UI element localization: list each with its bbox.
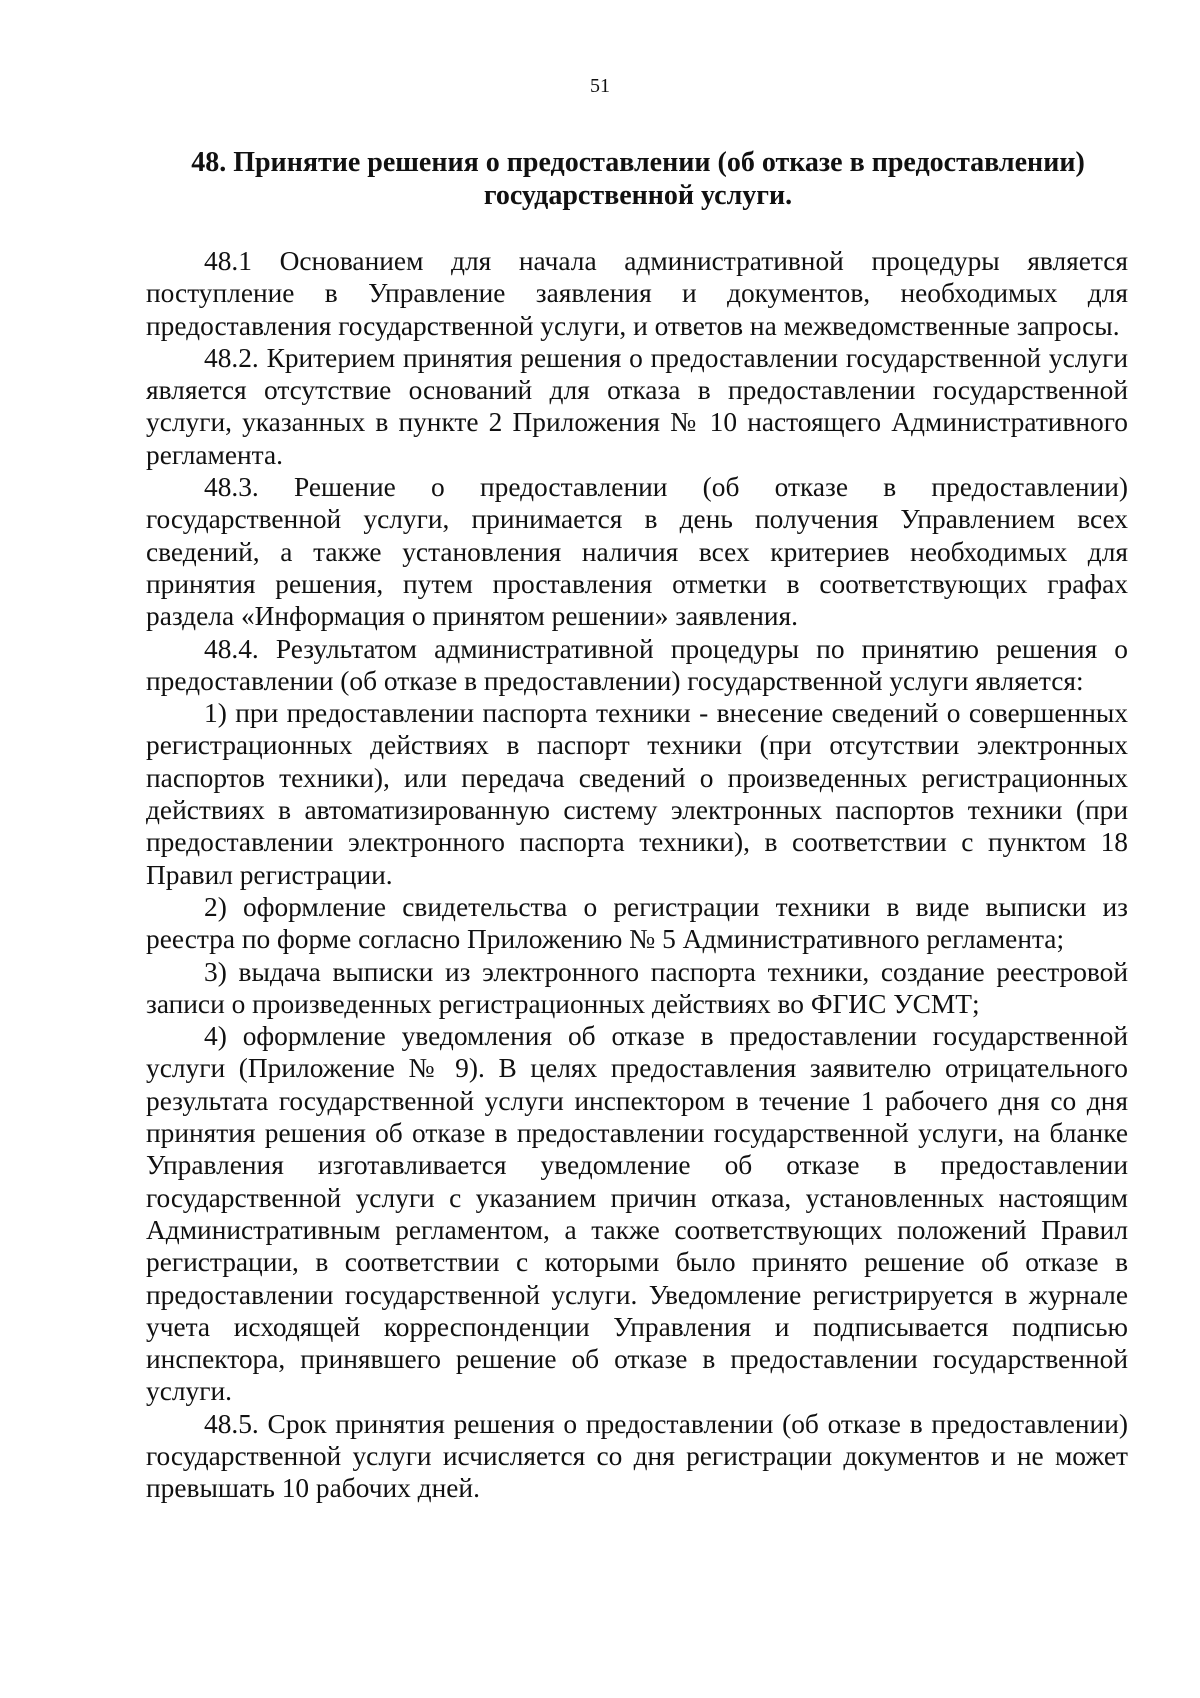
paragraph-48-1: 48.1 Основанием для начала административной процедуры является поступление в Управление заявления и документов, необходимых для предоставления государственной услуги, и ответов на межведомственные запросы. (146, 246, 1128, 341)
paragraph-48-5: 48.5. Срок принятия решения о предоставлении (об отказе в предоставлении) государственной услуги исчисляется со дня регистрации документов и не может превышать 10 рабочих дней. (146, 1408, 1128, 1504)
document-body (146, 245, 1128, 1505)
section-heading-line-2: государственной услуги. (483, 180, 793, 211)
paragraph-48-3: 48.3. Решение о предоставлении (об отказе в предоставлении) государственной услуги, принимается в день получения Управлением всех сведений, а также установления наличия всех критериев необходимых для принятия решения, путем проставления отметки в соответствующих графах раздела «Информация о принятом решении» заявления. (146, 472, 1128, 632)
section-heading-line-1: 48. Принятие решения о предоставлении (об отказе в предоставлении) (191, 147, 1085, 178)
list-item-2: 2) оформление свидетельства о регистрации техники в виде выписки из реестра по форме согласно Приложению № 5 Административного регламента; (146, 891, 1128, 955)
section-heading (148, 146, 1128, 212)
paragraph-48-2: 48.2. Критерием принятия решения о предоставлении государственной услуги является отсутствие оснований для отказа в предоставлении государственной услуги, указанных в пункте 2 Приложения № 10 настоящего Административного регламента. (146, 342, 1128, 470)
list-item-4: 4) оформление уведомления об отказе в предоставлении государственной услуги (Приложение № 9). В целях предоставления заявителю отрицательного результата государственной услуги инспектором в течение 1 рабочего дня со дня принятия решения об отказе в предоставлении государственной услуги, на бланке Управления изготавливается уведомление об отказе в предоставлении государственной услуги с указанием причин отказа, установленных настоящим Административным регламентом, а также соответствующих положений Правил регистрации, в соответствии с которыми было принято решение об отказе в предоставлении государственной услуги. Уведомление регистрируется в журнале учета исходящей корреспонденции Управления и подписывается подписью инспектора, принявшего решение об отказе в предоставлении государственной услуги. (146, 1021, 1128, 1407)
list-item-1: 1) при предоставлении паспорта техники - внесение сведений о совершенных регистрационных действиях в паспорт техники (при отсутствии электронных паспортов техники), или передача сведений о произведенных регистрационных действиях в автоматизированную систему электронных паспортов техники (при предоставлении электронного паспорта техники), в соответствии с пунктом 18 Правил регистрации. (146, 698, 1128, 890)
paragraph-48-4: 48.4. Результатом административной процедуры по принятию решения о предоставлении (об отказе в предоставлении) государственной услуги является: (146, 633, 1128, 696)
list-item-3: 3) выдача выписки из электронного паспорта техники, создание реестровой записи о произведенных регистрационных действиях во ФГИС УСМТ; (146, 956, 1128, 1019)
page-number: 51 (590, 75, 610, 97)
